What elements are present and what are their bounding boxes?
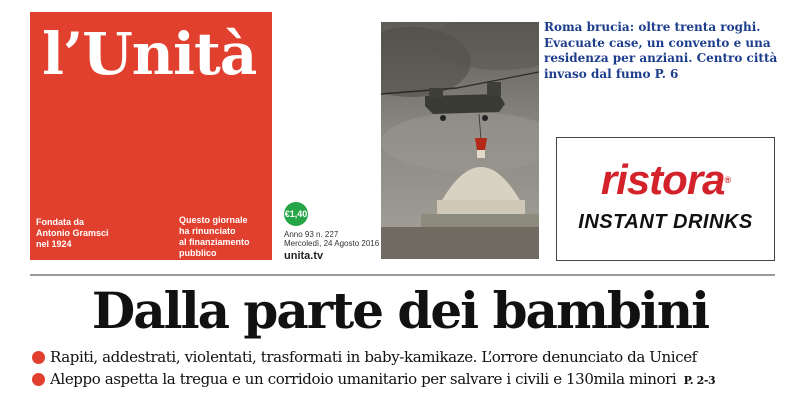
- issue-info: Anno 93 n. 227 Mercoledì, 24 Agosto 2016: [284, 230, 380, 248]
- price-badge: €1,40: [284, 202, 308, 226]
- main-headline[interactable]: Dalla parte dei bambini: [91, 281, 709, 340]
- masthead-block: [30, 12, 272, 260]
- subheadline-page-ref: P. 2-3: [683, 374, 716, 387]
- helicopter-photo[interactable]: [381, 22, 539, 259]
- subheadline-text: Aleppo aspetta la tregua e un corridoio umanitario per salvare i civili e 130mila minori: [50, 370, 677, 388]
- registered-mark: ®: [724, 175, 731, 185]
- subheadline-text: Rapiti, addestrati, violentati, trasformati in baby-kamikaze. L’orrore denunciato da Unicef: [50, 348, 697, 366]
- newspaper-logo[interactable]: l’Unità: [42, 20, 257, 88]
- subheadline-item[interactable]: [30, 368, 790, 392]
- bullet-dot-icon: [32, 351, 45, 364]
- website-link[interactable]: unita.tv: [284, 250, 324, 262]
- ad-brand-name: ristora: [600, 156, 725, 203]
- subheadline-list: [30, 346, 790, 392]
- bullet-dot-icon: [32, 373, 45, 386]
- teaser-text: Roma brucia: oltre trenta roghi. Evacuate case, un convento e una residenza per anziani. Centro città invaso dal fumo: [544, 20, 778, 81]
- section-divider: [30, 274, 775, 276]
- ad-brand-logo: [557, 158, 774, 202]
- ad-tagline: INSTANT DRINKS: [578, 211, 753, 233]
- ristora-advertisement[interactable]: [556, 137, 775, 261]
- subheadline-item[interactable]: [30, 346, 790, 368]
- teaser-page-ref: P. 6: [654, 66, 679, 81]
- funding-note: Questo giornale ha rinunciato al finanziamento pubblico: [179, 215, 250, 258]
- fire-teaser[interactable]: [544, 20, 780, 82]
- founded-note: Fondata da Antonio Gramsci nel 1924: [36, 217, 109, 249]
